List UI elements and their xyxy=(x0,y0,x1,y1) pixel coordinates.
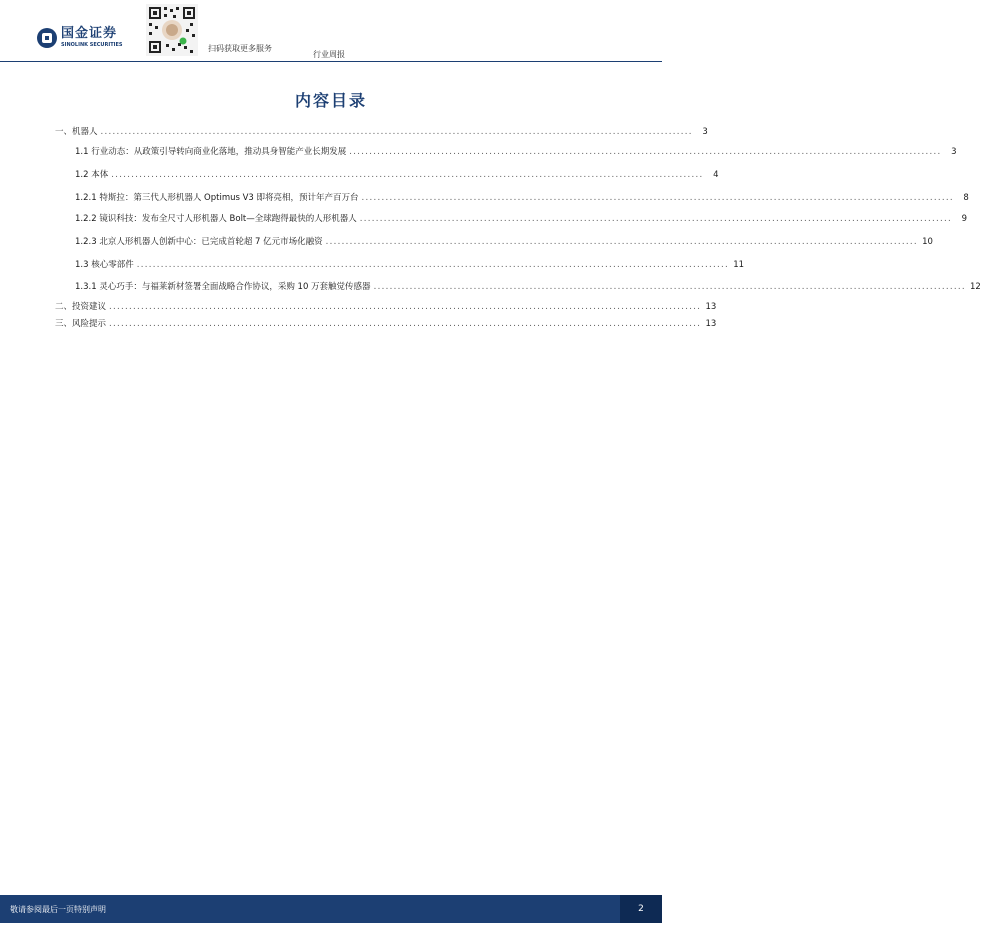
toc-leader: .................................................................................................................................................... xyxy=(359,214,953,224)
toc-entry-page: 11 xyxy=(733,260,745,270)
toc-entry-page: 3 xyxy=(951,147,957,157)
toc-entry-text: 一、机器人 xyxy=(55,127,98,137)
logo-chinese-name: 国金证券 xyxy=(61,26,118,41)
sinolink-logo xyxy=(36,27,136,51)
toc-entry-text: 1.2.2 镜识科技：发布全尺寸人形机器人 Bolt—全球跑得最快的人形机器人 xyxy=(75,214,357,224)
page-header xyxy=(0,0,662,62)
toc-entry[interactable] xyxy=(55,318,717,330)
toc-entry-page: 4 xyxy=(713,170,719,180)
toc-entry-text: 三、风险提示 xyxy=(55,319,107,329)
toc-leader: .................................................................................................................................................... xyxy=(100,127,693,137)
toc-entry[interactable] xyxy=(75,259,745,271)
toc-entry-page: 3 xyxy=(702,127,708,137)
toc-title: 内容目录 xyxy=(294,91,367,110)
header-divider xyxy=(0,61,662,62)
toc-entry-page: 13 xyxy=(705,302,717,312)
toc-entry-text: 1.3.1 灵心巧手：与福莱新材签署全面战略合作协议，采购 10 万套触觉传感器 xyxy=(75,282,371,292)
toc-entry[interactable] xyxy=(75,213,968,225)
toc-leader: .................................................................................................................................................... xyxy=(109,302,702,312)
toc-leader: .................................................................................................................................................... xyxy=(373,282,966,292)
toc-entry[interactable] xyxy=(75,192,969,204)
qr-caption: 扫码获取更多服务 xyxy=(208,44,272,53)
toc-leader: .................................................................................................................................................... xyxy=(136,260,730,270)
toc-leader: .................................................................................................................................................... xyxy=(109,319,702,329)
toc-entry-text: 1.3 核心零部件 xyxy=(75,260,134,270)
toc-entry[interactable] xyxy=(75,236,933,248)
footer-disclaimer: 敬请参阅最后一页特别声明 xyxy=(10,905,106,914)
toc-leader: .................................................................................................................................................... xyxy=(111,170,704,180)
qr-code-image xyxy=(146,4,198,56)
toc-entry-text: 1.2.3 北京人形机器人创新中心：已完成首轮超 7 亿元市场化融资 xyxy=(75,237,323,247)
sinolink-logo-icon xyxy=(36,27,58,49)
toc-entry-page: 12 xyxy=(970,282,981,292)
toc-entry[interactable] xyxy=(55,126,708,138)
toc-entry-text: 1.1 行业动态：从政策引导转向商业化落地，推动具身智能产业长期发展 xyxy=(75,147,347,157)
toc-entry-page: 10 xyxy=(922,237,933,247)
toc-entry[interactable] xyxy=(75,169,719,181)
toc-leader: .................................................................................................................................................... xyxy=(325,237,918,247)
toc-leader: .................................................................................................................................................... xyxy=(361,193,954,203)
toc-entry-page: 8 xyxy=(963,193,969,203)
toc-leader: .................................................................................................................................................... xyxy=(349,147,942,157)
page-footer xyxy=(0,895,662,923)
qr-code-icon xyxy=(146,4,198,56)
logo-english-name: SINOLINK SECURITIES xyxy=(61,42,123,48)
toc-entry-text: 二、投资建议 xyxy=(55,302,107,312)
toc-entry-text: 1.2 本体 xyxy=(75,170,109,180)
report-type-label: 行业周报 xyxy=(313,50,345,59)
toc-entry[interactable] xyxy=(75,146,957,158)
toc-entry-text: 1.2.1 特斯拉：第三代人形机器人 Optimus V3 即将亮相，预计年产百万台 xyxy=(75,193,359,203)
toc-entry[interactable] xyxy=(55,301,717,313)
toc-entry-page: 13 xyxy=(705,319,717,329)
footer-page-number: 2 xyxy=(620,895,662,923)
toc-entry[interactable] xyxy=(75,281,981,293)
toc-entry-page: 9 xyxy=(961,214,968,224)
